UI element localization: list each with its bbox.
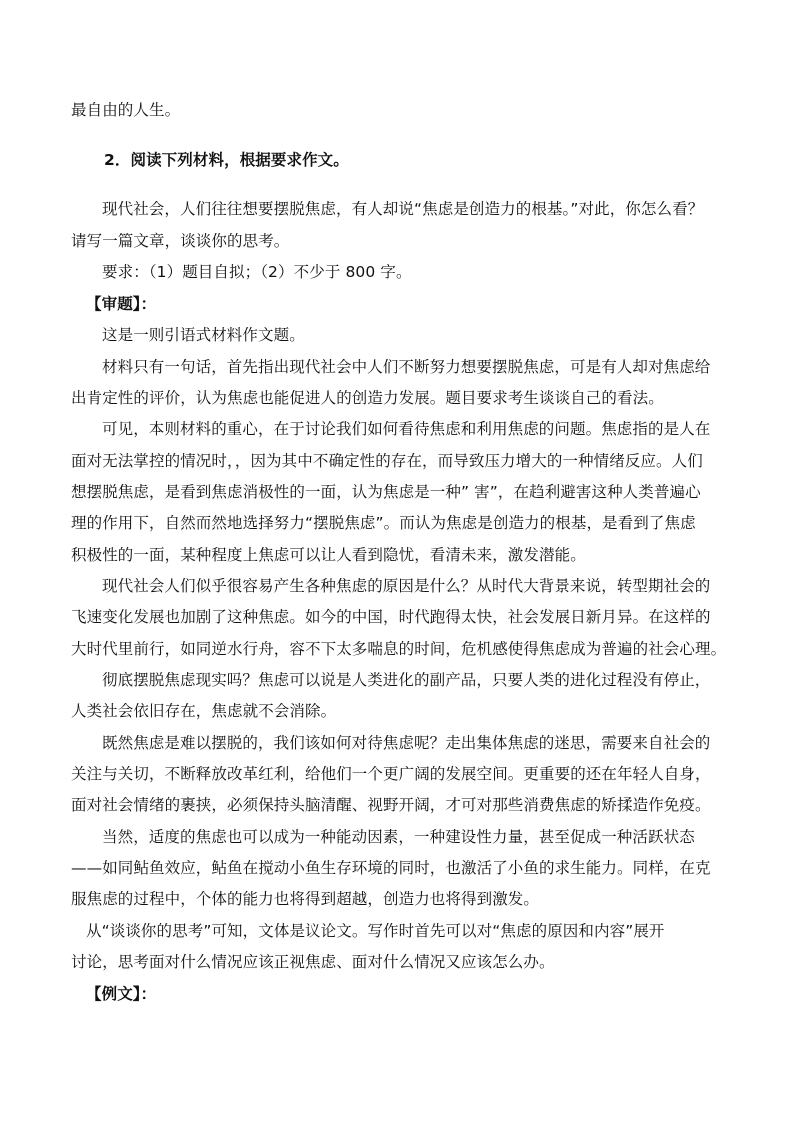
- analysis-line: 人类社会依旧存在，焦虑就不会消除。: [71, 702, 337, 720]
- analysis-line: 积极性的一面，某种程度上焦虑可以让人看到隐忧，看清未来，激发潜能。: [71, 546, 586, 564]
- analysis-line: 彻底摆脱焦虑现实吗？焦虑可以说是人类进化的副产品，只要人类的进化过程没有停止，: [102, 671, 711, 689]
- analysis-line: 出肯定性的评价，认为焦虑也能促进人的创造力发展。题目要求考生谈谈自己的看法。: [71, 389, 664, 407]
- analysis-line: 理的作用下，自然而然地选择努力“摆脱焦虑”。而认为焦虑是创造力的根基，是看到了焦虑: [71, 514, 696, 532]
- example-essay-heading: 【例文】：: [86, 985, 157, 1003]
- analysis-line: 大时代里前行，如同逆水行舟，容不下太多喘息的时间，危机感使得焦虑成为普遍的社会心理。: [71, 640, 727, 658]
- analysis-line: ——如同鲇鱼效应，鲇鱼在搅动小鱼生存环境的同时，也激活了小鱼的求生能力。同样，在克: [71, 859, 711, 877]
- analysis-line: 既然焦虑是难以摆脱的，我们该如何对待焦虑呢？走出集体焦虑的迷思，需要来自社会的: [102, 734, 711, 752]
- analysis-line: 关注与关切，不断释放改革红利，给他们一个更广阔的发展空间。更重要的还在年轻人自身，: [71, 765, 711, 783]
- analysis-line: 飞速变化发展也加剧了这种焦虑。如今的中国，时代跑得太快，社会发展日新月异。在这样的: [71, 608, 711, 626]
- analysis-line: 服焦虑的过程中，个体的能力也将得到超越，创造力也将得到激发。: [71, 890, 540, 908]
- analysis-line: 当然，适度的焦虑也可以成为一种能动因素，一种建设性力量，甚至促成一种活跃状态: [102, 828, 695, 846]
- analysis-heading: 【审题】：: [86, 295, 157, 313]
- analysis-line: 可见，本则材料的重心，在于讨论我们如何看待焦虑和利用焦虑的问题。焦虑指的是人在: [102, 420, 711, 438]
- prompt-line-2: 请写一篇文章，谈谈你的思考。: [71, 232, 290, 250]
- analysis-line: 材料只有一句话，首先指出现代社会中人们不断努力想要摆脱焦虑，可是有人却对焦虑给: [102, 358, 711, 376]
- analysis-line: 现代社会人们似乎很容易产生各种焦虑的原因是什么？从时代大背景来说，转型期社会的: [102, 577, 711, 595]
- analysis-line: 面对社会情绪的裹挟，必须保持头脑清醒、视野开阔，才可对那些消费焦虑的矫揉造作免疫。: [71, 796, 711, 814]
- prompt-line-1: 现代社会，人们往往想要摆脱焦虑，有人却说“焦虑是创造力的根基。”对此，你怎么看？: [102, 200, 704, 218]
- analysis-line: 这是一则引语式材料作文题。: [102, 326, 305, 344]
- requirements-line: 要求：（1）题目自拟；（2）不少于 800 字。: [102, 263, 412, 281]
- question-heading: 2．阅读下列材料，根据要求作文。: [104, 151, 349, 169]
- analysis-line: 面对无法掌控的情况时，，因为其中不确定性的存在，而导致压力增大的一种情绪反应。人们: [71, 452, 703, 470]
- text-line-continuation: 最自由的人生。: [71, 101, 181, 119]
- analysis-line: 从“谈谈你的思考”可知，文体是议论文。写作时首先可以对“焦虑的原因和内容”展开: [86, 922, 665, 940]
- analysis-line: 讨论，思考面对什么情况应该正视焦虑、面对什么情况又应该怎么办。: [71, 953, 555, 971]
- analysis-line: 想摆脱焦虑，是看到焦虑消极性的一面，认为焦虑是一种” 害”，在趋利避害这种人类普遍心: [71, 483, 701, 501]
